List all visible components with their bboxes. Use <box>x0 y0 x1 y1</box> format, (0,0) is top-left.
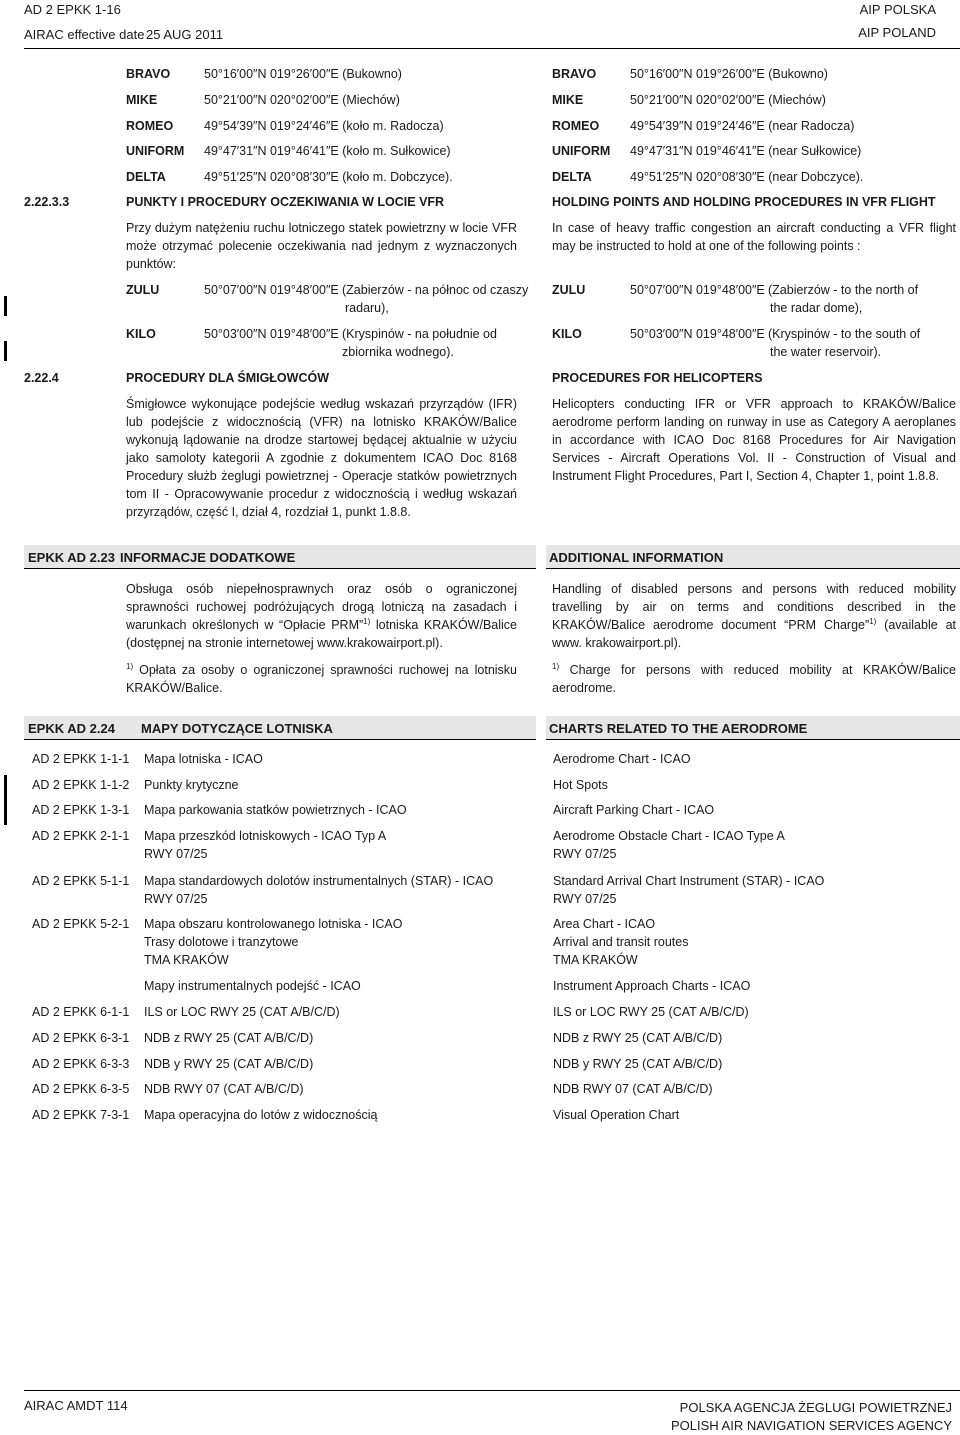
section-title-pl: INFORMACJE DODATKOWE <box>120 550 296 565</box>
prm-body-en <box>552 580 956 652</box>
chart-ref: AD 2 EPKK 2-1-1 <box>32 829 130 843</box>
point-coord: 50°21′00″N 020°02′00″E (Miechów) <box>204 93 400 107</box>
chart-title-en: ILS or LOC RWY 25 (CAT A/B/C/D) <box>553 1005 749 1019</box>
prm-body-pl <box>126 580 517 652</box>
chart-title-en: Area Chart - ICAO <box>553 917 656 931</box>
agency-name-pl: POLSKA AGENCJA ŻEGLUGI POWIETRZNEJ <box>679 1400 952 1415</box>
kilo-name-en: KILO <box>552 327 582 341</box>
chart-ref: AD 2 EPKK 1-1-2 <box>32 778 130 792</box>
zulu-desc-en: (Zabierzów - to the north of <box>768 283 919 297</box>
chart-title-pl: Mapa lotniska - ICAO <box>144 752 263 766</box>
prm-body-pl-text: Obsługa osób niepełnosprawnych oraz osób o ograniczonej sprawności ruchowej podróżujących drogą lotniczą na zasadach i warunkach określonych w “Opłacie PRM” <box>126 582 517 632</box>
chart-ref: AD 2 EPKK 7-3-1 <box>32 1108 130 1122</box>
point-coord: 50°21′00″N 020°02′00″E (Miechów) <box>630 93 826 107</box>
section-header-2-23-pl <box>24 545 536 569</box>
chart-title-en: Instrument Approach Charts - ICAO <box>553 979 751 993</box>
chart-title-en: Standard Arrival Chart Instrument (STAR) - ICAO <box>553 874 825 888</box>
chart-title-pl: RWY 07/25 <box>144 892 208 906</box>
effective-date: 25 AUG 2011 <box>146 27 224 42</box>
kilo-desc-en-cont: the water reservoir). <box>770 345 882 359</box>
point-name: MIKE <box>126 93 158 107</box>
chart-title-en: RWY 07/25 <box>553 847 617 861</box>
point-coord: 50°16′00″N 019°26′00″E (Bukowno) <box>204 67 402 81</box>
chart-title-en: Visual Operation Chart <box>553 1108 680 1122</box>
chart-title-pl: NDB RWY 07 (CAT A/B/C/D) <box>144 1082 304 1096</box>
chart-title-en: Arrival and transit routes <box>553 935 689 949</box>
chart-ref: AD 2 EPKK 6-3-1 <box>32 1031 130 1045</box>
zulu-name-pl: ZULU <box>126 283 160 297</box>
point-name: BRAVO <box>126 67 171 81</box>
footnote-mark: 1) <box>126 661 134 671</box>
change-bar <box>4 296 7 316</box>
kilo-coord-en: 50°03′00″N 019°48′00″E <box>630 327 765 341</box>
doc-ref: AD 2 EPKK 1-16 <box>24 2 121 17</box>
section-header-2-23-en <box>546 545 960 569</box>
prm-note-en <box>552 661 956 697</box>
point-coord: 49°54′39″N 019°24′46″E (koło m. Radocza) <box>204 119 444 133</box>
point-coord: 49°51′25″N 020°08′30″E (near Dobczyce). <box>630 170 864 184</box>
section-title-pl: MAPY DOTYCZĄCE LOTNISKA <box>141 721 333 736</box>
footer-rule <box>24 1390 960 1391</box>
effective-label: AIRAC effective date <box>24 27 145 42</box>
point-coord: 49°54′39″N 019°24′46″E (near Radocza) <box>630 119 855 133</box>
chart-title-en: Aircraft Parking Chart - ICAO <box>553 803 715 817</box>
change-bar <box>4 775 7 825</box>
section-title-en: CHARTS RELATED TO THE AERODROME <box>549 721 808 736</box>
chart-title-en: NDB y RWY 25 (CAT A/B/C/D) <box>553 1057 723 1071</box>
chart-ref: AD 2 EPKK 6-3-3 <box>32 1057 130 1071</box>
point-name: DELTA <box>552 170 592 184</box>
zulu-desc-en-cont: the radar dome), <box>770 301 863 315</box>
point-coord: 49°51′25″N 020°08′30″E (koło m. Dobczyce). <box>204 170 453 184</box>
chart-title-pl: Mapy instrumentalnych podejść - ICAO <box>144 979 361 993</box>
chart-title-en: Aerodrome Obstacle Chart - ICAO Type A <box>553 829 785 843</box>
chart-ref: AD 2 EPKK 1-3-1 <box>32 803 130 817</box>
footnote-ref: 1) <box>869 616 877 626</box>
chart-title-pl: TMA KRAKÓW <box>144 953 229 967</box>
chart-title-pl: Mapa standardowych dolotów instrumentalnych (STAR) - ICAO <box>144 874 494 888</box>
chart-title-pl: Mapa parkowania statków powietrznych - ICAO <box>144 803 407 817</box>
chart-title-en: TMA KRAKÓW <box>553 953 638 967</box>
point-name: UNIFORM <box>552 144 611 158</box>
kilo-desc-en: (Kryspinów - to the south of <box>768 327 921 341</box>
chart-title-en: Aerodrome Chart - ICAO <box>553 752 691 766</box>
section-title-en: ADDITIONAL INFORMATION <box>549 550 724 565</box>
chart-ref: AD 2 EPKK 5-2-1 <box>32 917 130 931</box>
point-coord: 49°47′31″N 019°46′41″E (near Sułkowice) <box>630 144 862 158</box>
chart-title-pl: ILS or LOC RWY 25 (CAT A/B/C/D) <box>144 1005 340 1019</box>
zulu-desc-pl: (Zabierzów - na północ od czaszy <box>342 283 529 297</box>
point-name: DELTA <box>126 170 166 184</box>
chart-title-pl: RWY 07/25 <box>144 847 208 861</box>
point-name: ROMEO <box>552 119 600 133</box>
footnote-mark: 1) <box>552 661 560 671</box>
chart-title-pl: NDB z RWY 25 (CAT A/B/C/D) <box>144 1031 314 1045</box>
section-title-en: PROCEDURES FOR HELICOPTERS <box>552 371 763 385</box>
change-bar <box>4 341 7 361</box>
helicopter-body-pl: Śmigłowce wykonujące podejście według wskazań przyrządów (IFR) lub podejście z widocznością (VFR) na lotnisko KRAKÓW/Balice wykonują lądowanie na drodze startowej będącej aktualnie w użyciu jako samoloty kategorii A zgodnie z dokumentem ICAO Doc 8168 Procedury służb żeglugi powietrznej - Operacje statków powietrznych tom II - Opracowywanie procedur z widocznością i według wskazań przyrządów, część I, dział 4, rozdział 1, punkt 1.8.8. <box>126 397 517 519</box>
footnote-ref: 1) <box>363 616 371 626</box>
zulu-coord-en: 50°07′00″N 019°48′00″E <box>630 283 765 297</box>
point-name: BRAVO <box>552 67 597 81</box>
chart-title-pl: Punkty krytyczne <box>144 778 239 792</box>
section-number: 2.22.3.3 <box>24 195 70 209</box>
section-title-pl: PUNKTY I PROCEDURY OCZEKIWANIA W LOCIE VFR <box>126 195 445 209</box>
holding-body-pl: Przy dużym natężeniu ruchu lotniczego statek powietrzny w locie VFR może otrzymać polecenie oczekiwania nad jednym z wyznaczonych punktów: <box>126 221 517 271</box>
point-name: UNIFORM <box>126 144 185 158</box>
kilo-desc-pl: (Kryspinów - na południe od <box>342 327 497 341</box>
kilo-desc-pl-cont: zbiornika wodnego). <box>342 345 454 359</box>
kilo-name-pl: KILO <box>126 327 156 341</box>
aip-title-pl: AIP POLSKA <box>859 2 936 17</box>
chart-ref: AD 2 EPKK 6-1-1 <box>32 1005 130 1019</box>
zulu-desc-pl-cont: radaru), <box>345 301 389 315</box>
section-header-2-24-en <box>546 716 960 740</box>
chart-title-pl: Mapa operacyjna do lotów z widocznością <box>144 1108 378 1122</box>
holding-body-en: In case of heavy traffic congestion an aircraft conducting a VFR flight may be instructed to hold at one of the following points : <box>552 221 956 253</box>
section-header-2-24-pl <box>24 716 536 740</box>
chart-title-pl: Trasy dolotowe i tranzytowe <box>144 935 299 949</box>
section-title-en: HOLDING POINTS AND HOLDING PROCEDURES IN VFR FLIGHT <box>552 195 936 209</box>
zulu-name-en: ZULU <box>552 283 586 297</box>
chart-title-en: Hot Spots <box>553 778 608 792</box>
chart-title-pl: Mapa obszaru kontrolowanego lotniska - ICAO <box>144 917 403 931</box>
section-number: 2.22.4 <box>24 371 59 385</box>
chart-title-en: NDB RWY 07 (CAT A/B/C/D) <box>553 1082 713 1096</box>
section-code: EPKK AD 2.23 <box>28 550 115 565</box>
prm-note-pl-text: Opłata za osoby o ograniczonej sprawności ruchowej na lotnisku KRAKÓW/Balice. <box>126 663 517 695</box>
zulu-coord-pl: 50°07′00″N 019°48′00″E <box>204 283 339 297</box>
prm-body-pl-text: lotniska KRAKÓW/Balice (dostępnej na stronie internetowej www.krakowairport.pl). <box>126 618 517 650</box>
chart-title-pl: Mapa przeszkód lotniskowych - ICAO Typ A <box>144 829 387 843</box>
chart-ref: AD 2 EPKK 5-1-1 <box>32 874 130 888</box>
section-title-pl: PROCEDURY DLA ŚMIGŁOWCÓW <box>126 371 330 385</box>
helicopter-body-en: Helicopters conducting IFR or VFR approach to KRAKÓW/Balice aerodrome perform landing on runway in use as Category A aeroplanes in accordance with ICAO Doc 8168 Procedures for Air Navigation Services - Aircraft Operations Vol. II - Construction of Visual and Instrument Flight Procedures, Part I, Section 4, Chapter 1, point 1.8.8. <box>552 397 956 483</box>
chart-ref: AD 2 EPKK 1-1-1 <box>32 752 130 766</box>
chart-title-en: RWY 07/25 <box>553 892 617 906</box>
chart-title-en: NDB z RWY 25 (CAT A/B/C/D) <box>553 1031 723 1045</box>
header-rule <box>24 48 960 49</box>
prm-note-pl <box>126 661 517 697</box>
chart-ref: AD 2 EPKK 6-3-5 <box>32 1082 130 1096</box>
section-code: EPKK AD 2.24 <box>28 721 115 736</box>
kilo-coord-pl: 50°03′00″N 019°48′00″E <box>204 327 339 341</box>
point-name: ROMEO <box>126 119 174 133</box>
chart-title-pl: NDB y RWY 25 (CAT A/B/C/D) <box>144 1057 314 1071</box>
amdt-number: AIRAC AMDT 114 <box>24 1398 128 1413</box>
point-coord: 49°47′31″N 019°46′41″E (koło m. Sułkowice) <box>204 144 451 158</box>
prm-body-en-text: (available at www. krakowairport.pl). <box>552 618 956 650</box>
aip-title-en: AIP POLAND <box>858 25 936 40</box>
point-coord: 50°16′00″N 019°26′00″E (Bukowno) <box>630 67 828 81</box>
agency-name-en: POLISH AIR NAVIGATION SERVICES AGENCY <box>670 1418 952 1433</box>
prm-body-en-text: Handling of disabled persons and persons with reduced mobility travelling by air on terms and conditions described in the KRAKÓW/Balice aerodrome document “PRM Charge” <box>552 582 956 632</box>
point-name: MIKE <box>552 93 584 107</box>
prm-note-en-text: Charge for persons with reduced mobility at KRAKÓW/Balice aerodrome. <box>552 663 956 695</box>
